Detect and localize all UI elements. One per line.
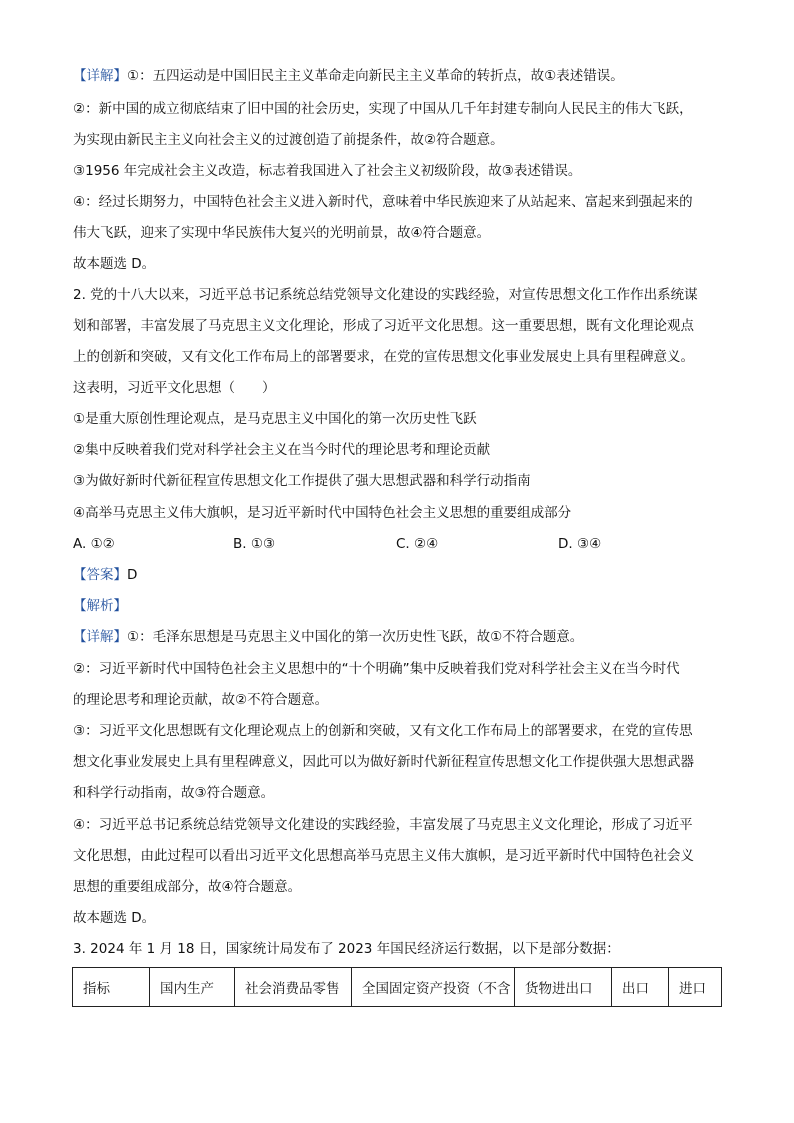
q2-stem-line: 这表明，习近平文化思想（ ） xyxy=(73,380,276,396)
q1-detail-line: ②：新中国的成立彻底结束了旧中国的社会历史，实现了中国从几千年封建专制向人民民主的伟大飞跃， xyxy=(73,101,693,117)
q2-answer xyxy=(73,565,137,585)
q3-stem: 3. 2024 年 1 月 18 日，国家统计局发布了 2023 年国民经济运行数据，以下是部分数据： xyxy=(73,941,620,957)
detail-label: 【详解】 xyxy=(73,629,127,645)
q2-option-c: C. ②④ xyxy=(396,536,439,552)
table-header-row xyxy=(73,968,722,1007)
table-header-cell: 出口 xyxy=(612,968,669,1007)
table-header-cell: 国内生产 xyxy=(150,968,235,1007)
detail-label: 【详解】 xyxy=(73,68,127,84)
q2-detail-line: ④：习近平总书记系统总结党领导文化建设的实践经验，丰富发展了马克思主义文化理论，形成了习近平 xyxy=(73,817,693,833)
q2-conclusion: 故本题选 D。 xyxy=(73,910,156,926)
q2-detail-line: 文化思想，由此过程可以看出习近平文化思想高举马克思主义伟大旗帜，是习近平新时代中国特色社会义 xyxy=(73,848,694,864)
q1-detail-line: ④：经过长期努力，中国特色社会主义进入新时代，意味着中华民族迎来了从站起来、富起来到强起来的 xyxy=(73,194,693,210)
economic-data-table xyxy=(72,967,722,1007)
q2-detail-line: 【详解】①：毛泽东思想是马克思主义中国化的第一次历史性飞跃，故①不符合题意。 xyxy=(73,629,584,645)
q2-statement: ④高举马克思主义伟大旗帜，是习近平新时代中国特色社会主义思想的重要组成部分 xyxy=(73,505,572,521)
q2-detail-line: ②：习近平新时代中国特色社会主义思想中的“十个明确”集中反映着我们党对科学社会主义在当今时代 xyxy=(73,661,680,677)
q2-stem-line: 划和部署，丰富发展了马克思主义文化理论，形成了习近平文化思想。这一重要思想，既有文化理论观点 xyxy=(73,318,694,334)
q2-option-a: A. ①② xyxy=(73,536,115,552)
q1-detail-line: 伟大飞跃，迎来了实现中华民族伟大复兴的光明前景，故④符合题意。 xyxy=(73,225,491,241)
answer-label: 【答案】 xyxy=(73,567,127,583)
q2-detail-line: ③：习近平文化思想既有文化理论观点上的创新和突破，又有文化工作布局上的部署要求，在党的宣传思 xyxy=(73,723,693,739)
table-header-cell: 货物进出口 xyxy=(515,968,612,1007)
table-header-cell: 进口 xyxy=(669,968,722,1007)
table-header-cell: 全国固定资产投资（不含 xyxy=(352,968,515,1007)
table-header-cell: 指标 xyxy=(73,968,150,1007)
q2-detail-line: 想文化事业发展史上具有里程碑意义，因此可以为做好新时代新征程宣传思想文化工作提供强大思想武器 xyxy=(73,754,694,770)
q1-detail-line: 【详解】①：五四运动是中国旧民主主义革命走向新民主主义革命的转折点，故①表述错误。 xyxy=(73,68,624,84)
q2-statement: ③为做好新时代新征程宣传思想文化工作提供了强大思想武器和科学行动指南 xyxy=(73,473,531,489)
q2-option-b: B. ①③ xyxy=(233,536,276,552)
q2-statement: ②集中反映着我们党对科学社会主义在当今时代的理论思考和理论贡献 xyxy=(73,442,491,458)
q2-option-d: D. ③④ xyxy=(558,536,602,552)
answer-value: D xyxy=(127,567,138,583)
q2-detail-line: 的理论思考和理论贡献，故②不符合题意。 xyxy=(73,692,329,708)
q1-conclusion: 故本题选 D。 xyxy=(73,256,156,272)
q2-stem-line: 2. 党的十八大以来，习近平总书记系统总结党领导文化建设的实践经验，对宣传思想文化工作作出系统谋 xyxy=(73,287,698,303)
q2-statement: ①是重大原创性理论观点，是马克思主义中国化的第一次历史性飞跃 xyxy=(73,411,477,427)
q2-detail-line: 思想的重要组成部分，故④符合题意。 xyxy=(73,879,302,895)
q2-analysis-label: 【解析】 xyxy=(73,598,127,614)
q1-detail-line: 为实现由新民主主义向社会主义的过渡创造了前提条件，故②符合题意。 xyxy=(73,132,504,148)
q2-detail-line: 和科学行动指南，故③符合题意。 xyxy=(73,785,275,801)
table-header-cell: 社会消费品零售 xyxy=(235,968,352,1007)
q1-detail-line: ③1956 年完成社会主义改造，标志着我国进入了社会主义初级阶段，故③表述错误。 xyxy=(73,163,582,179)
q2-stem-line: 上的创新和突破，又有文化工作布局上的部署要求，在党的宣传思想文化事业发展史上具有里程碑意义。 xyxy=(73,349,694,365)
